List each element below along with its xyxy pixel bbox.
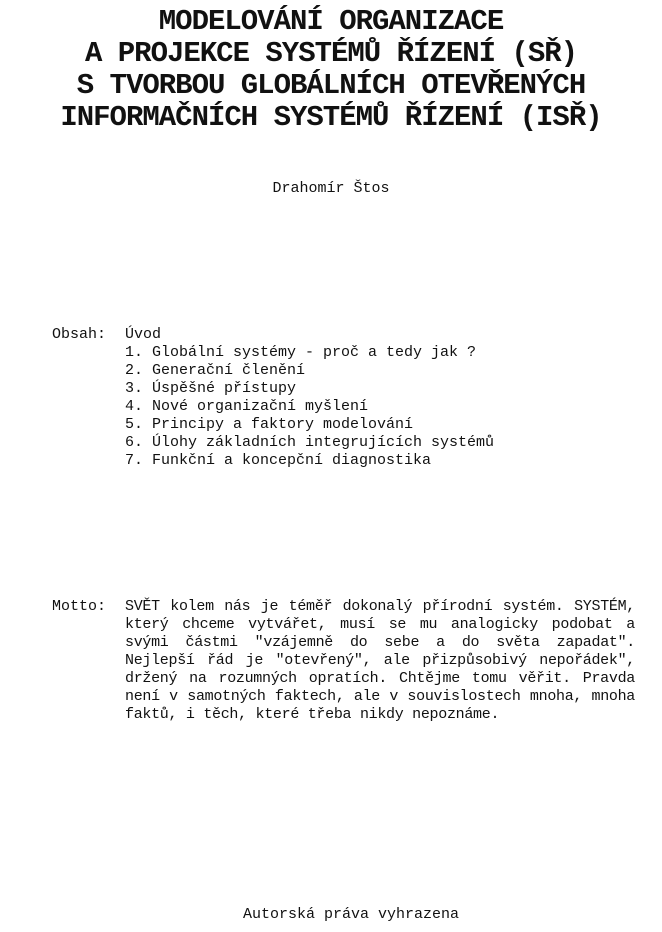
document-title [0,6,662,134]
toc-label: Obsah: [52,326,107,343]
toc-item-4: 4. Nové organizační myšlení [125,398,369,415]
copyright-notice: Autorská práva vyhrazena [243,906,460,923]
author-name: Drahomír Štos [272,180,390,197]
toc-item-5: 5. Principy a faktory modelování [125,416,414,433]
motto-text: SVĚT kolem nás je téměř dokonalý přírodní systém. SYSTÉM, který chceme vytvářet, musí se mu analogicky podobat a svými částmi "vzájemně do sebe a do světa zapadat". Nejlepší řád je "otevřený", ale přizpůsobivý nepořádek", držený na rozumných opratích. Chtějme tomu věřit. Pravda není v samotných faktech, ale v souvislostech mnoha, mnoha faktů, i těch, které třeba nikdy nepoznáme. [125,598,635,723]
toc-item-2: 2. Generační členění [125,362,306,379]
toc-item-6: 6. Úlohy základních integrujících systémů [125,434,495,451]
title-line-1: MODELOVÁNÍ ORGANIZACE [158,5,504,38]
toc-item-intro: Úvod [125,326,162,343]
motto-label: Motto: [52,598,107,615]
title-line-4: INFORMAČNÍCH SYSTÉMŮ ŘÍZENÍ (ISŘ) [60,101,602,134]
toc-item-1: 1. Globální systémy - proč a tedy jak ? [125,344,477,361]
toc-list [125,326,494,470]
toc-item-7: 7. Funkční a koncepční diagnostika [125,452,432,469]
title-line-2: A PROJEKCE SYSTÉMŮ ŘÍZENÍ (SŘ) [84,37,578,70]
toc-item-3: 3. Úspěšné přístupy [125,380,297,397]
title-line-3: S TVORBOU GLOBÁLNÍCH OTEVŘENÝCH [76,69,586,102]
